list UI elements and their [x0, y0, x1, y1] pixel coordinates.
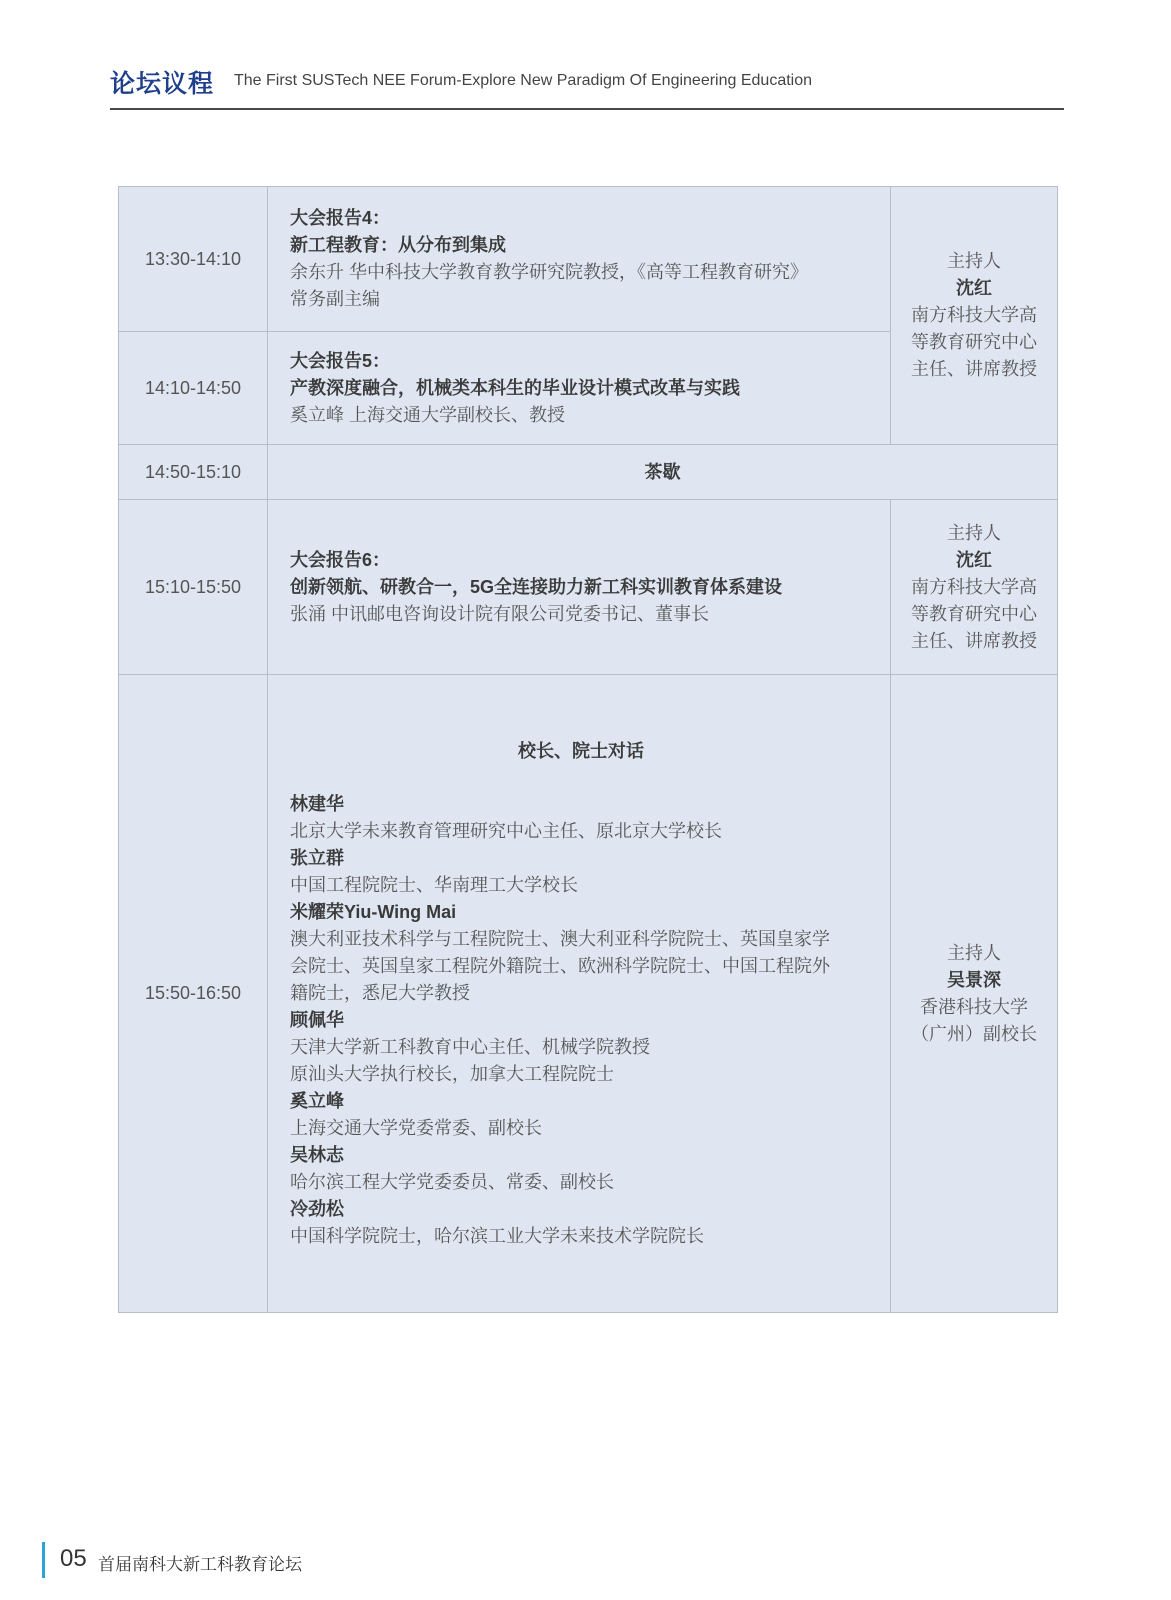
publication-name: 首届南科大新工科教育论坛 [98, 1555, 302, 1574]
report-heading: 大会报告4： [290, 208, 391, 228]
host-title-line: 主任、讲席教授 [911, 630, 1037, 651]
content-cell [268, 187, 891, 332]
host-title-line: 等教育研究中心 [911, 332, 1037, 352]
host-label: 主持人 [947, 251, 1001, 271]
agenda-row-report-4 [119, 187, 1058, 332]
report-topic: 产教深度融合，机械类本科生的毕业设计模式改革与实践 [290, 377, 740, 398]
participant-title: 天津大学新工科教育中心主任、机械学院教授 [290, 1036, 650, 1057]
participant-name: 张立群 [290, 847, 344, 868]
report-speaker-cont: 常务副主编 [290, 289, 380, 309]
host-title-line: 等教育研究中心 [911, 603, 1037, 624]
page-header [110, 60, 1064, 110]
page-number: 05 [60, 1545, 87, 1572]
time-cell: 15:10-15:50 [119, 500, 268, 675]
tea-break-cell [268, 445, 1058, 500]
host-name: 沈红 [956, 549, 992, 570]
host-title-line: 香港科技大学 [920, 996, 1028, 1017]
agenda-table [118, 186, 1058, 1313]
time-cell: 14:50-15:10 [119, 445, 268, 500]
page-subtitle: The First SUSTech NEE Forum-Explore New Paradigm Of Engineering Education [234, 72, 813, 89]
participant-title: 哈尔滨工程大学党委委员、常委、副校长 [290, 1171, 614, 1192]
participant-title: 上海交通大学党委常委、副校长 [290, 1117, 542, 1138]
agenda-row-tea-break [119, 445, 1058, 500]
report-speaker: 张涌 中讯邮电咨询设计院有限公司党委书记、董事长 [290, 603, 709, 624]
participant-title: 原汕头大学执行校长，加拿大工程院院士 [290, 1063, 614, 1084]
report-topic: 创新领航、研教合一，5G全连接助力新工科实训教育体系建设 [290, 576, 783, 597]
host-label: 主持人 [947, 942, 1001, 963]
time-cell: 13:30-14:10 [119, 187, 268, 332]
page-title: 论坛议程 [110, 70, 215, 98]
footer-accent-bar [42, 1542, 45, 1578]
report-speaker: 余东升 华中科技大学教育教学研究院教授，《高等工程教育研究》 [290, 262, 808, 282]
participant-name: 奚立峰 [290, 1090, 344, 1111]
host-cell [891, 500, 1058, 675]
content-cell [268, 500, 891, 675]
participant-title: 中国科学院院士，哈尔滨工业大学未来技术学院院长 [290, 1225, 704, 1246]
host-name: 吴景深 [947, 969, 1001, 990]
time-cell: 14:10-14:50 [119, 332, 268, 445]
participant-title: 籍院士，悉尼大学教授 [290, 982, 470, 1003]
content-cell [268, 332, 891, 445]
dialogue-title: 校长、院士对话 [518, 740, 644, 761]
participant-name: 顾佩华 [290, 1009, 344, 1030]
report-heading: 大会报告5： [290, 350, 391, 371]
participant-title: 北京大学未来教育管理研究中心主任、原北京大学校长 [290, 820, 722, 841]
report-heading: 大会报告6： [290, 549, 391, 570]
tea-break-label: 茶歇 [644, 461, 681, 482]
participant-name: 林建华 [290, 793, 344, 814]
agenda-row-dialogue [119, 675, 1058, 1313]
agenda-row-report-6 [119, 500, 1058, 675]
content-cell [268, 675, 891, 1313]
participant-name: 米耀荣Yiu-Wing Mai [290, 901, 457, 922]
host-cell [891, 187, 1058, 445]
report-speaker: 奚立峰 上海交通大学副校长、教授 [290, 404, 565, 425]
participant-name: 吴林志 [290, 1144, 344, 1165]
participant-title: 会院士、英国皇家工程院外籍院士、欧洲科学院院士、中国工程院外 [290, 955, 830, 976]
host-title-line: 主任、讲席教授 [911, 359, 1037, 379]
host-label: 主持人 [947, 522, 1001, 543]
host-title-line: （广州）副校长 [911, 1023, 1037, 1044]
participant-name: 冷劲松 [290, 1198, 344, 1219]
host-name: 沈红 [956, 278, 992, 298]
host-title-line: 南方科技大学高 [911, 576, 1037, 597]
time-cell: 15:50-16:50 [119, 675, 268, 1313]
host-cell [891, 675, 1058, 1313]
report-topic: 新工程教育：从分布到集成 [290, 235, 506, 255]
host-title-line: 南方科技大学高 [911, 305, 1037, 325]
participant-title: 中国工程院院士、华南理工大学校长 [290, 874, 578, 895]
participant-title: 澳大利亚技术科学与工程院院士、澳大利亚科学院院士、英国皇家学 [290, 928, 830, 949]
